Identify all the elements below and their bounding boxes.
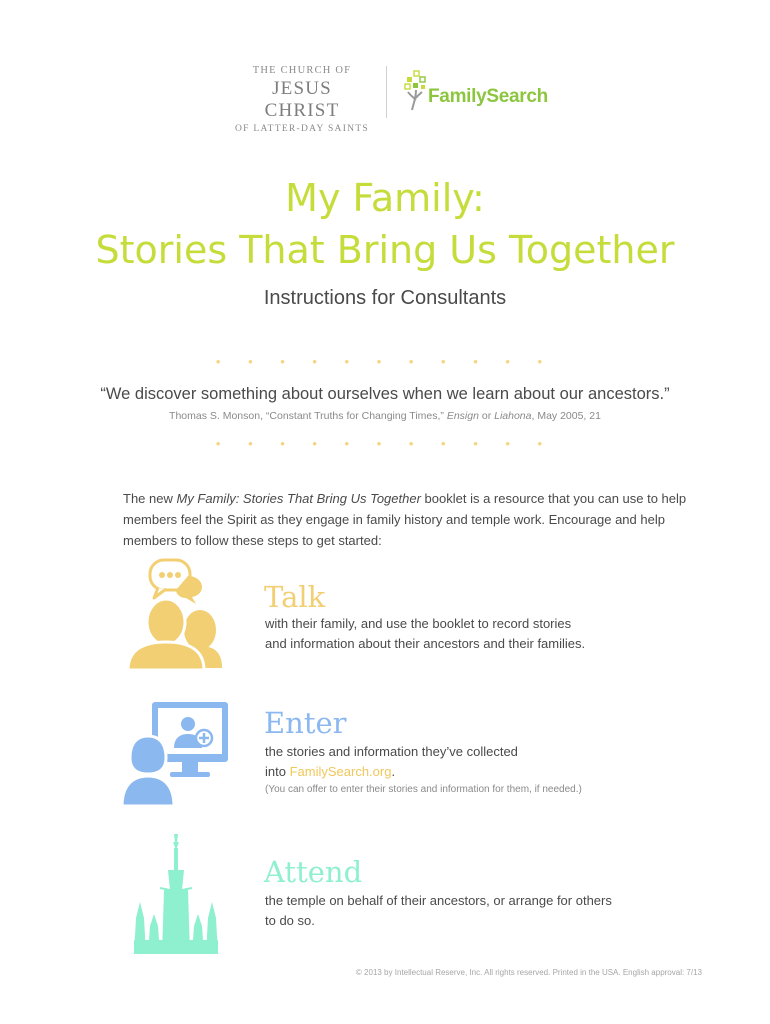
familysearch-link[interactable]: FamilySearch.org [289,764,392,779]
step-enter-line2-prefix: into [265,764,290,779]
church-logo-line3: OF LATTER-DAY SAINTS [234,124,370,134]
dot-divider-top: • • • • • • • • • • • [215,354,555,369]
step-enter-title: Enter [264,706,347,740]
step-talk-text [265,614,685,654]
step-talk-line1: with their family, and use the booklet to record stories [265,616,572,631]
intro-suffix: booklet is a resource that you can use to help members feel the Spirit as they engage in family history and temple work. Encourage and help members to follow these steps to get started: [123,491,687,548]
quote-attribution [0,410,770,422]
step-talk-line2: and information about their ancestors and their families. [265,636,586,651]
step-enter-text [265,742,685,782]
step-attend-line1: the temple on behalf of their ancestors, or arrange for others [265,893,612,908]
attribution-prefix: Thomas S. Monson, “Constant Truths for Changing Times,” [169,410,447,422]
page-title-line1: My Family: [285,176,485,220]
page-subtitle: Instructions for Consultants [263,287,507,309]
people-talking-icon [124,556,224,674]
logo-divider [386,66,387,118]
church-logo [232,64,372,136]
person-computer-icon [120,700,232,808]
page-title-line2: Stories That Bring Us Together [95,228,675,272]
familysearch-logo-text: FamilySearch [428,86,548,107]
step-attend-title: Attend [264,855,363,889]
church-logo-line2: JESUS CHRIST [264,78,340,121]
church-logo-line1: THE CHURCH OF [252,65,352,76]
step-talk-title: Talk [264,580,326,614]
quote-text: “We discover something about ourselves when we learn about our ancestors.” [100,385,670,403]
dot-divider-bottom: • • • • • • • • • • • [215,436,555,451]
attribution-liahona: Liahona [494,410,532,422]
intro-paragraph [123,488,703,551]
familysearch-tree-icon [404,70,428,114]
step-enter-line1: the stories and information they’ve collected [265,744,518,759]
temple-icon [130,830,222,956]
intro-prefix: The new [123,491,177,506]
step-enter-line2-suffix: . [391,764,396,779]
attribution-ensign: Ensign [446,410,479,422]
attribution-suffix: , May 2005, 21 [531,410,601,422]
copyright-footer: © 2013 by Intellectual Reserve, Inc. All rights reserved. Printed in the USA. English approval: 7/13 [355,968,702,977]
attribution-or: or [478,410,495,422]
step-enter-note: (You can offer to enter their stories and information for them, if needed.) [265,784,582,795]
intro-booklet-title: My Family: Stories That Bring Us Together [176,491,421,506]
step-attend-text [265,891,685,931]
step-attend-line2: to do so. [265,913,315,928]
step-enter-line2 [265,762,685,782]
